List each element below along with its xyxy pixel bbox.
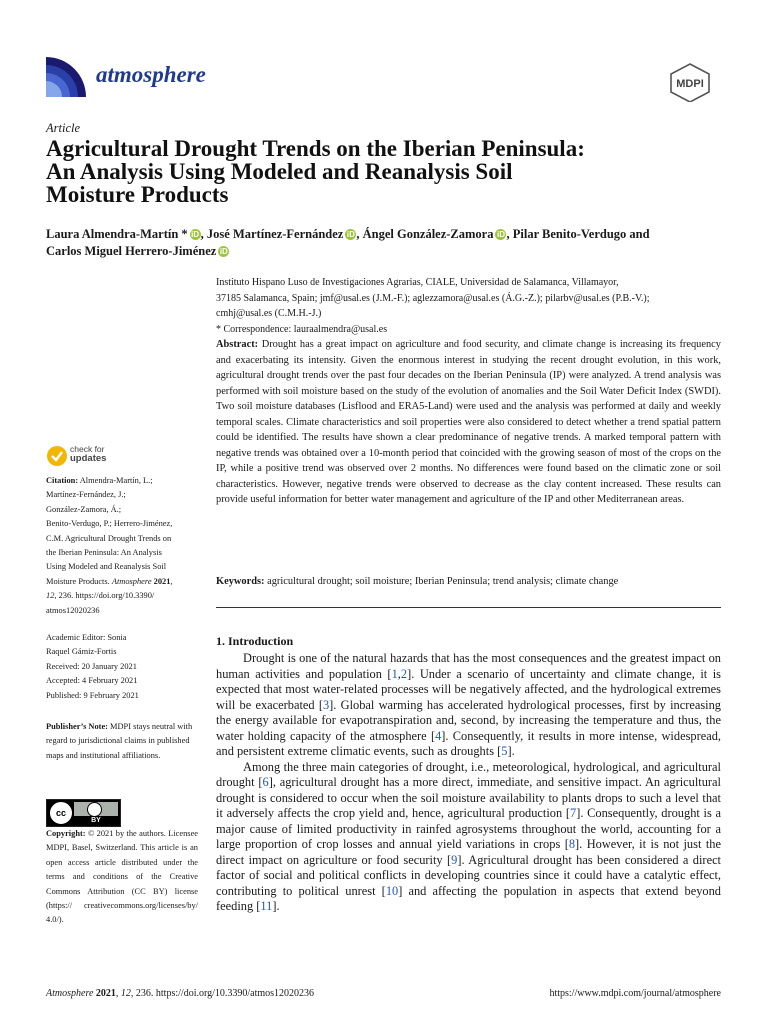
- academic-editor-name: Raquel Gámiz-Fortis: [46, 647, 117, 657]
- keywords: [216, 574, 721, 590]
- reference-link[interactable]: 6: [262, 775, 269, 789]
- citation-block: [46, 474, 198, 618]
- text: ]. However, it is not just the direct impact on agriculture or food security [: [216, 837, 721, 867]
- citation-line: Almendra-Martín, L.;: [79, 476, 153, 485]
- orcid-icon[interactable]: iD: [496, 230, 505, 239]
- citation-year: 2021: [153, 576, 171, 586]
- keywords-label: Keywords:: [216, 576, 265, 587]
- text: ].: [272, 899, 280, 913]
- citation-volume: 12: [46, 591, 55, 601]
- footer-volume: 12: [120, 988, 131, 999]
- copyright-text: © 2021 by the authors. Licensee MDPI, Basel, Switzerland. This article is an open access article distributed under the terms and conditions of the Creative Commons Attribution (CC BY) license (https:// creativecommons.org/licenses/by/ 4.0/).: [46, 829, 198, 925]
- svg-text:MDPI: MDPI: [676, 78, 704, 90]
- citation-line: Martínez-Fernández, J.;: [46, 490, 126, 500]
- attribution-icon: [87, 802, 102, 817]
- check-for-updates-button[interactable]: [46, 445, 166, 469]
- orcid-icon[interactable]: iD: [191, 230, 200, 239]
- journal-name[interactable]: atmosphere: [96, 62, 206, 87]
- affiliation-block: [216, 275, 726, 337]
- check-updates-line2: updates: [70, 453, 107, 464]
- check-updates-icon: [46, 445, 68, 467]
- text: ]. Consequently, drought is a major cause of limited productivity in rainfed agrosystems throughout the world, accounting for a large proportion of crop losses and annual yield variations in crops [: [216, 806, 722, 851]
- author-name[interactable]: , Ángel González-Zamora: [356, 227, 494, 241]
- publisher-note-text: MDPI stays neutral with regard to jurisdictional claims in published maps and institutional affiliations.: [46, 722, 193, 760]
- article-type: Article: [46, 121, 81, 135]
- affiliation-line: Instituto Hispano Luso de Investigaciones Agrarias, CIALE, Universidad de Salamanca, Villamayor,: [216, 277, 619, 288]
- orcid-icon[interactable]: iD: [346, 230, 355, 239]
- abstract-label: Abstract:: [216, 339, 259, 350]
- citation-doi-end[interactable]: atmos12020236: [46, 605, 100, 615]
- citation-line: the Iberian Peninsula: An Analysis: [46, 548, 162, 558]
- footer-year: 2021: [95, 988, 116, 999]
- check-updates-text: [70, 445, 106, 463]
- footer-journal: Atmosphere: [46, 988, 94, 999]
- paragraph: [216, 651, 721, 760]
- title-line: Moisture Products: [46, 182, 229, 207]
- reference-link[interactable]: 2: [400, 666, 408, 681]
- publisher-note-label: Publisher’s Note:: [46, 722, 108, 731]
- citation-sep: ,: [170, 576, 173, 586]
- reference-link[interactable]: 8: [568, 837, 576, 851]
- published-date: Published: 9 February 2021: [46, 690, 139, 700]
- paragraph: [216, 760, 721, 915]
- received-date: Received: 20 January 2021: [46, 661, 137, 671]
- reference-link[interactable]: 9: [451, 852, 458, 867]
- text: ].: [507, 744, 515, 758]
- publisher-note: [46, 720, 198, 763]
- correspondence-line[interactable]: * Correspondence: lauraalmendra@usal.es: [216, 323, 388, 335]
- text: ,: [397, 666, 401, 681]
- abstract-text: Drought has a great impact on agriculture and food security, and climate change is increasing its frequency and exacerbating its intensity. Given the enormous interest in studying the recent drought evolution, in this work, agricultural drought trends over the past four decades on the Iberian Peninsula (IP) were analyzed. A trend analysis was performed with soil moisture based on the study of the evolution of anomalies and the Soil Water Deficit Index (SWDI). Two soil moisture databases (Lisflood and ERA5-Land) were used and the analysis was performed at daily and weekly temporal scales. Climate characteristics and soil properties were also considered to detect whether a trend spatial pattern could be identified. The results have shown a clear predominance of negative trends. A marked temporal pattern with negative trends was obtained over a 10-month period that coincided with the growing season of most of the crops on the IP, while a positive trend was observed over 2 months. No differences were found based on the climatic zone or soil characteristics. However, negative trends were observed to decrease as the clay content increased. These results can provide useful information for better water management and agriculture of the IP and other Mediterranean areas.: [216, 339, 721, 505]
- section-heading: 1. Introduction: [216, 634, 294, 648]
- reference-link[interactable]: 11: [260, 899, 273, 913]
- reference-link[interactable]: 3: [322, 697, 330, 712]
- keywords-text: agricultural drought; soil moisture; Iberian Peninsula; trend analysis; climate change: [267, 576, 619, 587]
- citation-line: Moisture Products.: [46, 576, 112, 586]
- copyright-label: Copyright:: [46, 829, 86, 838]
- text: ], agricultural drought has a more direct, immediate, and sensitive impact. An agricultural drought is considered to occur when the soil moisture availability to plants drops to such a level that it adversely affects the crop yield and, hence, agricultural production [: [216, 775, 721, 820]
- author-list: [46, 226, 726, 260]
- reference-link[interactable]: 4: [435, 728, 442, 743]
- text: ] and affecting the population in aspects that extend beyond feeding [: [216, 883, 721, 913]
- reference-link[interactable]: 10: [385, 883, 399, 898]
- academic-editor: Academic Editor: Sonia: [46, 633, 127, 642]
- introduction-body: [216, 651, 721, 915]
- footer-sep: ,: [115, 988, 119, 999]
- text: ]. Under a scenario of uncertainty and climate change, it is expected that most water-related processes will be negatively affected, and the hydrological extremes will be exacerbated [: [216, 666, 722, 712]
- title-line: An Analysis Using Modeled and Reanalysis Soil: [46, 159, 513, 184]
- citation-label: Citation:: [46, 476, 79, 485]
- title-line: Agricultural Drought Trends on the Iberian Peninsula:: [46, 136, 585, 161]
- affiliation-line[interactable]: 37185 Salamanca, Spain; jmf@usal.es (J.M.-F.); aglezzamora@usal.es (Á.G.-Z.); pilarbv@usal.es (P.B.-V.);: [216, 292, 650, 304]
- citation-journal: Atmosphere: [111, 576, 152, 586]
- affiliation-line[interactable]: cmhj@usal.es (C.M.H.-J.): [216, 308, 322, 319]
- author-name[interactable]: , José Martínez-Fernández: [200, 227, 344, 241]
- journal-logo-icon: [46, 57, 86, 97]
- section-divider: [216, 607, 721, 608]
- author-name[interactable]: Laura Almendra-Martín *: [46, 227, 188, 241]
- footer-doi[interactable]: , 236. https://doi.org/10.3390/atmos12020236: [130, 988, 315, 999]
- check-updates-line1: check for: [70, 444, 105, 454]
- text: ]. Consequently, it results in more intense, widespread, and persistent extreme climatic events, such as droughts [: [216, 728, 721, 758]
- text: Drought is one of the natural hazards that has the most consequences and the greatest impact on human activities and population [: [216, 651, 721, 681]
- cc-icon: cc: [50, 802, 72, 824]
- citation-line: Benito-Verdugo, P.; Herrero-Jiménez,: [46, 519, 173, 529]
- dates-block: [46, 631, 198, 703]
- article-title: [46, 137, 686, 206]
- text: Among the three main categories of drought, i.e., meteorological, hydrological, and agricultural drought [: [216, 759, 721, 789]
- footer-citation: [46, 988, 314, 999]
- mdpi-logo-icon[interactable]: [668, 62, 712, 102]
- citation-line: C.M. Agricultural Drought Trends on: [46, 533, 172, 543]
- accepted-date: Accepted: 4 February 2021: [46, 676, 138, 686]
- reference-link[interactable]: 5: [501, 744, 508, 758]
- citation-doi[interactable]: , 236. https://doi.org/10.3390/: [54, 591, 155, 601]
- citation-line: Using Modeled and Reanalysis Soil: [46, 562, 167, 572]
- abstract: [216, 337, 721, 508]
- cc-by-license-badge[interactable]: [46, 799, 121, 827]
- reference-link[interactable]: 7: [570, 806, 577, 820]
- orcid-icon[interactable]: iD: [219, 247, 228, 256]
- text: ]. Global warming has accelerated hydrological processes, first by increasing the energy available for evapotranspiration and, second, by increasing the temperature and thus, the water holding capacity of the atmosphere [: [216, 697, 721, 743]
- author-name[interactable]: Carlos Miguel Herrero-Jiménez: [46, 244, 217, 258]
- copyright-block: [46, 827, 198, 928]
- author-name[interactable]: , Pilar Benito-Verdugo and: [506, 227, 650, 241]
- by-label: BY: [74, 816, 118, 825]
- citation-line: González-Zamora, Á.;: [46, 504, 122, 514]
- text: ]. Agricultural drought has been considered a direct factor of social and political conflicts in developing countries since it could have a catalytic effect, contributing to political unrest [: [216, 852, 722, 898]
- footer-journal-url[interactable]: https://www.mdpi.com/journal/atmosphere: [549, 988, 721, 999]
- reference-link[interactable]: 1: [391, 666, 398, 681]
